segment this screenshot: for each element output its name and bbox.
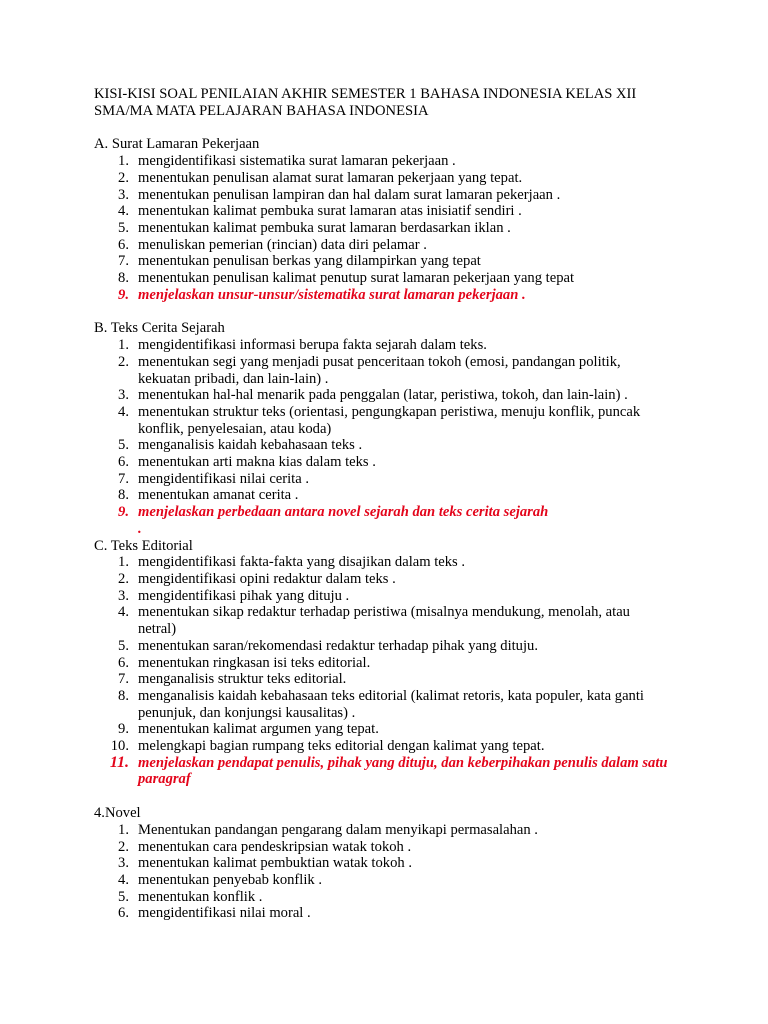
item-text: menentukan penulisan kalimat penutup surat lamaran pekerjaan yang tepat (138, 270, 575, 287)
item-text: menentukan struktur teks (orientasi, pengungkapan peristiwa, menuju konflik, puncak (138, 403, 641, 420)
list-item (94, 471, 694, 488)
list-item-highlight (94, 755, 694, 788)
item-text-continuation: konflik, penyelesaian, atau koda) (138, 420, 332, 437)
item-number: 1. (118, 554, 129, 571)
item-number: 1. (118, 821, 129, 838)
item-text: menganalisis kaidah kebahasaan teks editorial (kalimat retoris, kata populer, kata ganti (138, 687, 644, 704)
list-item (94, 487, 694, 504)
list-item (94, 187, 694, 204)
list-item (94, 554, 694, 571)
item-text: mengidentifikasi fakta-fakta yang disajikan dalam teks . (138, 554, 466, 571)
list-item (94, 153, 694, 170)
item-text: mengidentifikasi pihak yang dituju . (138, 587, 350, 604)
item-number: 4. (118, 871, 129, 888)
list-item (94, 203, 694, 220)
item-text: menentukan penulisan alamat surat lamaran pekerjaan yang tepat. (138, 169, 523, 186)
item-text: menentukan saran/rekomendasi redaktur terhadap pihak yang dituju. (138, 637, 538, 654)
list-item (94, 688, 694, 721)
list-item (94, 889, 694, 906)
title-line-1: KISI-KISI SOAL PENILAIAN AKHIR SEMESTER 1 BAHASA INDONESIA KELAS XII (94, 86, 637, 102)
item-number: 9. (118, 721, 129, 738)
item-list (94, 554, 694, 788)
list-item (94, 237, 694, 254)
item-number: 8. (118, 487, 129, 504)
item-number: 6. (118, 905, 129, 922)
item-text: menentukan kalimat argumen yang tepat. (138, 721, 379, 738)
section-cerita-sejarah (94, 320, 694, 537)
item-text: menentukan sikap redaktur terhadap peristiwa (misalnya mendukung, menolah, atau (138, 604, 630, 621)
item-number: 3. (118, 855, 129, 872)
item-number: 8. (118, 270, 129, 287)
section-teks-editorial (94, 538, 694, 789)
item-text: mengidentifikasi opini redaktur dalam teks . (138, 570, 396, 587)
section-surat-lamaran (94, 136, 694, 303)
list-item (94, 170, 694, 187)
item-text-continuation: . (138, 520, 142, 537)
item-number: 3. (118, 387, 129, 404)
item-number: 7. (118, 671, 129, 688)
list-item (94, 588, 694, 605)
item-text: menganalisis kaidah kebahasaan teks . (138, 437, 363, 454)
item-text: menentukan kalimat pembuka surat lamaran berdasarkan iklan . (138, 219, 511, 236)
item-text: menentukan penyebab konflik . (138, 871, 322, 888)
item-text: menentukan kalimat pembuka surat lamaran atas inisiatif sendiri . (138, 203, 522, 220)
list-item (94, 839, 694, 856)
item-number: 8. (118, 687, 129, 704)
list-item (94, 855, 694, 872)
list-item (94, 454, 694, 471)
item-text: menjelaskan unsur-unsur/sistematika surat lamaran pekerjaan . (138, 286, 526, 303)
item-text: mengidentifikasi nilai moral . (138, 905, 311, 922)
section-heading: B. Teks Cerita Sejarah (94, 320, 225, 337)
item-text: mengidentifikasi informasi berupa fakta sejarah dalam teks. (138, 337, 487, 354)
item-text: menjelaskan perbedaan antara novel sejarah dan teks cerita sejarah (138, 504, 549, 521)
item-text: melengkapi bagian rumpang teks editorial dengan kalimat yang tepat. (138, 738, 545, 755)
item-text-continuation: netral) (138, 621, 177, 638)
item-text: mengidentifikasi sistematika surat lamaran pekerjaan . (138, 153, 456, 170)
item-text: menentukan penulisan berkas yang dilampirkan yang tepat (138, 253, 481, 270)
list-item (94, 270, 694, 287)
item-number: 3. (118, 186, 129, 203)
list-item (94, 354, 694, 387)
item-text: menentukan cara pendeskripsian watak tokoh . (138, 838, 412, 855)
section-heading: 4.Novel (94, 805, 141, 822)
item-number: 6. (118, 454, 129, 471)
item-number: 9. (118, 504, 129, 521)
item-number: 2. (118, 838, 129, 855)
list-item-highlight (94, 504, 694, 537)
item-text: menentukan konflik . (138, 888, 263, 905)
item-number: 1. (118, 153, 129, 170)
item-text-continuation: penunjuk, dan konjungsi kausalitas) . (138, 704, 356, 721)
item-number: 5. (118, 888, 129, 905)
item-number: 9. (118, 286, 129, 303)
item-number: 5. (118, 437, 129, 454)
list-item (94, 738, 694, 755)
item-number: 6. (118, 236, 129, 253)
list-item-highlight (94, 287, 694, 304)
item-number: 2. (118, 353, 129, 370)
item-number: 6. (118, 654, 129, 671)
list-item (94, 721, 694, 738)
list-item (94, 655, 694, 672)
list-item (94, 571, 694, 588)
item-list (94, 153, 694, 303)
item-text: menentukan segi yang menjadi pusat penceritaan tokoh (emosi, pandangan politik, (138, 353, 621, 370)
item-number: 1. (118, 337, 129, 354)
list-item (94, 604, 694, 637)
item-text: menentukan arti makna kias dalam teks . (138, 454, 376, 471)
item-number: 5. (118, 637, 129, 654)
item-number: 5. (118, 219, 129, 236)
item-number: 2. (118, 169, 129, 186)
item-number: 4. (118, 203, 129, 220)
item-text-continuation: kekuatan pribadi, dan lain-lain) . (138, 370, 329, 387)
section-heading: A. Surat Lamaran Pekerjaan (94, 136, 260, 153)
item-text: menjelaskan pendapat penulis, pihak yang dituju, dan keberpihakan penulis dalam satu (138, 754, 668, 771)
section-heading: C. Teks Editorial (94, 537, 193, 554)
item-number: 3. (118, 587, 129, 604)
list-item (94, 404, 694, 437)
item-text: Menentukan pandangan pengarang dalam menyikapi permasalahan . (138, 821, 538, 838)
section-novel (94, 805, 694, 922)
item-number: 2. (118, 570, 129, 587)
item-number: 10. (110, 738, 129, 755)
title-line-2: SMA/MA MATA PELAJARAN BAHASA INDONESIA (94, 102, 429, 119)
item-number: 11. (109, 753, 129, 771)
item-list (94, 822, 694, 922)
list-item (94, 822, 694, 839)
item-text-continuation: paragraf (138, 771, 191, 788)
list-item (94, 671, 694, 688)
document-page (94, 86, 694, 939)
item-text: menentukan amanat cerita . (138, 487, 299, 504)
list-item (94, 872, 694, 889)
item-text: menganalisis struktur teks editorial. (138, 671, 347, 688)
list-item (94, 905, 694, 922)
item-number: 7. (118, 470, 129, 487)
list-item (94, 437, 694, 454)
item-number: 7. (118, 253, 129, 270)
item-text: menuliskan pemerian (rincian) data diri pelamar . (138, 236, 427, 253)
list-item (94, 337, 694, 354)
list-item (94, 387, 694, 404)
item-text: menentukan hal-hal menarik pada penggalan (latar, peristiwa, tokoh, dan lain-lain) . (138, 387, 628, 404)
item-text: menentukan ringkasan isi teks editorial. (138, 654, 371, 671)
item-text: menentukan kalimat pembuktian watak tokoh . (138, 855, 412, 872)
list-item (94, 638, 694, 655)
item-text: menentukan penulisan lampiran dan hal dalam surat lamaran pekerjaan . (138, 186, 561, 203)
item-text: mengidentifikasi nilai cerita . (138, 470, 310, 487)
list-item (94, 220, 694, 237)
item-number: 4. (118, 604, 129, 621)
document-title (94, 86, 694, 119)
item-list (94, 337, 694, 537)
list-item (94, 253, 694, 270)
item-number: 4. (118, 403, 129, 420)
